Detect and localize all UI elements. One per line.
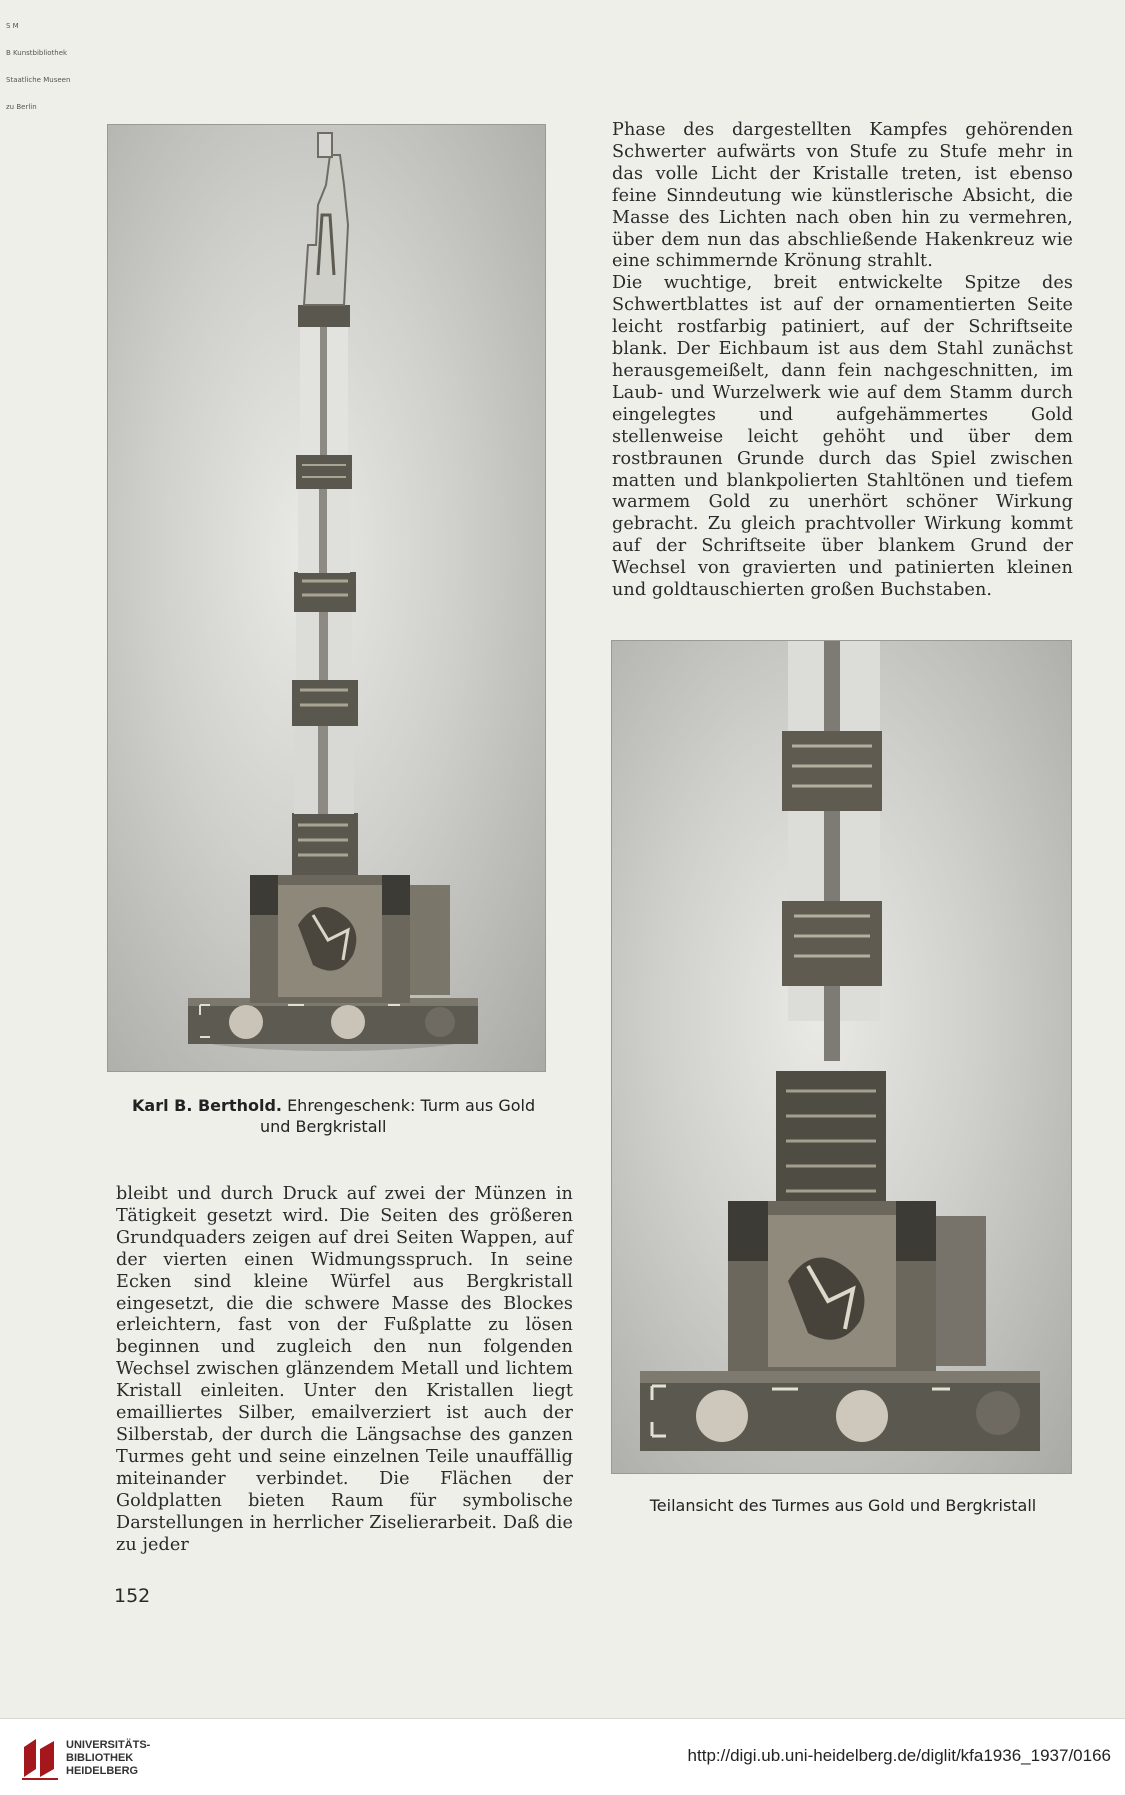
permalink-url[interactable]: http://digi.ub.uni-heidelberg.de/diglit/kfa1936_1937/0166 bbox=[687, 1746, 1111, 1765]
footer-bar bbox=[0, 1718, 1125, 1795]
library-name-line: UNIVERSITÄTS- bbox=[66, 1739, 151, 1751]
library-logo-icon bbox=[20, 1737, 60, 1781]
caption-author: Karl B. Berthold. bbox=[132, 1096, 282, 1115]
library-name-line: HEIDELBERG bbox=[66, 1765, 139, 1777]
library-name bbox=[66, 1739, 150, 1778]
caption-right-text: Teilansicht des Turmes aus Gold und Bergkristall bbox=[649, 1496, 1037, 1515]
caption-line-1 bbox=[132, 1095, 552, 1116]
stamp-line: Staatliche Museen bbox=[6, 76, 71, 84]
paragraph-left: bleibt und durch Druck auf zwei der Münzen in Tätigkeit gesetzt wird. Die Seiten des größeren Grundquaders zeigen auf drei Seiten Wappen, auf der vierten einen Widmungsspruch. In seine Ecken sind kleine Würfel aus Bergkristall eingesetzt, die die schwere Masse des Blockes erleichtern, fast von der Fußplatte zu lösen beginnen und zugleich den nun folgenden Wechsel zwischen glänzendem Metall und lichtem Kristall einleiten. Unter den Kristallen liegt emailliertes Silber, emailverziert ist auch der Silberstab, der durch die Längsachse des ganzen Turmes geht und seine einzelnen Teile unauffällig miteinander verbindet. Die Flächen der Goldplatten bieten Raum für symbolische Darstellungen in herrlicher Ziselierarbeit. Daß die zu jeder bbox=[116, 1184, 573, 1555]
stamp-line: zu Berlin bbox=[6, 103, 37, 111]
library-stamp bbox=[6, 4, 70, 121]
caption-line-2 bbox=[132, 1116, 552, 1137]
figure-caption-right bbox=[612, 1495, 1074, 1516]
tower-illustration bbox=[108, 125, 545, 1071]
paragraph-right-2: Die wuchtige, breit entwickelte Spitze des Schwertblattes ist auf der ornamentierten Seite leicht rostfarbig patiniert, auf der Schriftseite blank. Der Eichbaum ist aus dem Stahl zunächst herausgemeißelt, dann fein nachgeschnitten, im Laub- und Wurzelwerk wie auf dem Stamm durch eingelegtes und aufgehämmertes Gold stellenweise leicht gehöht und über dem rostbraunen Grunde durch das Spiel zwischen matten und blankpolierten Stahltönen und tiefem warmem Gold zu unerhört schöner Wirkung gebracht. Zu gleich prachtvoller Wirkung kommt auf der Schriftseite über blankem Grund der Wechsel von gravierten und patinierten kleinen und goldtauschierten großen Buchstaben. bbox=[612, 273, 1073, 601]
paragraph-right-1: Phase des dargestellten Kampfes gehörenden Schwerter aufwärts von Stufe zu Stufe mehr in das volle Licht der Kristalle treten, ist ebenso feine Sinndeutung wie künstlerische Absicht, die Masse des Lichten nach oben hin zu vermehren, über dem nun das abschließende Hakenkreuz wie eine schimmernde Krönung strahlt. bbox=[612, 120, 1073, 272]
stamp-line: B Kunstbibliothek bbox=[6, 49, 68, 57]
caption-subtitle: und Bergkristall bbox=[260, 1117, 387, 1136]
body-text-right bbox=[612, 120, 1073, 602]
tower-photo-full bbox=[107, 124, 546, 1072]
tower-photo-detail bbox=[611, 640, 1072, 1474]
stamp-line: S M bbox=[6, 22, 19, 30]
figure-caption-left bbox=[132, 1095, 552, 1137]
tower-detail-illustration bbox=[612, 641, 1071, 1473]
caption-title: Ehrengeschenk: Turm aus Gold bbox=[287, 1096, 536, 1115]
page-number: 152 bbox=[114, 1585, 151, 1607]
body-text-left bbox=[116, 1184, 573, 1556]
library-name-line: BIBLIOTHEK bbox=[66, 1752, 134, 1764]
